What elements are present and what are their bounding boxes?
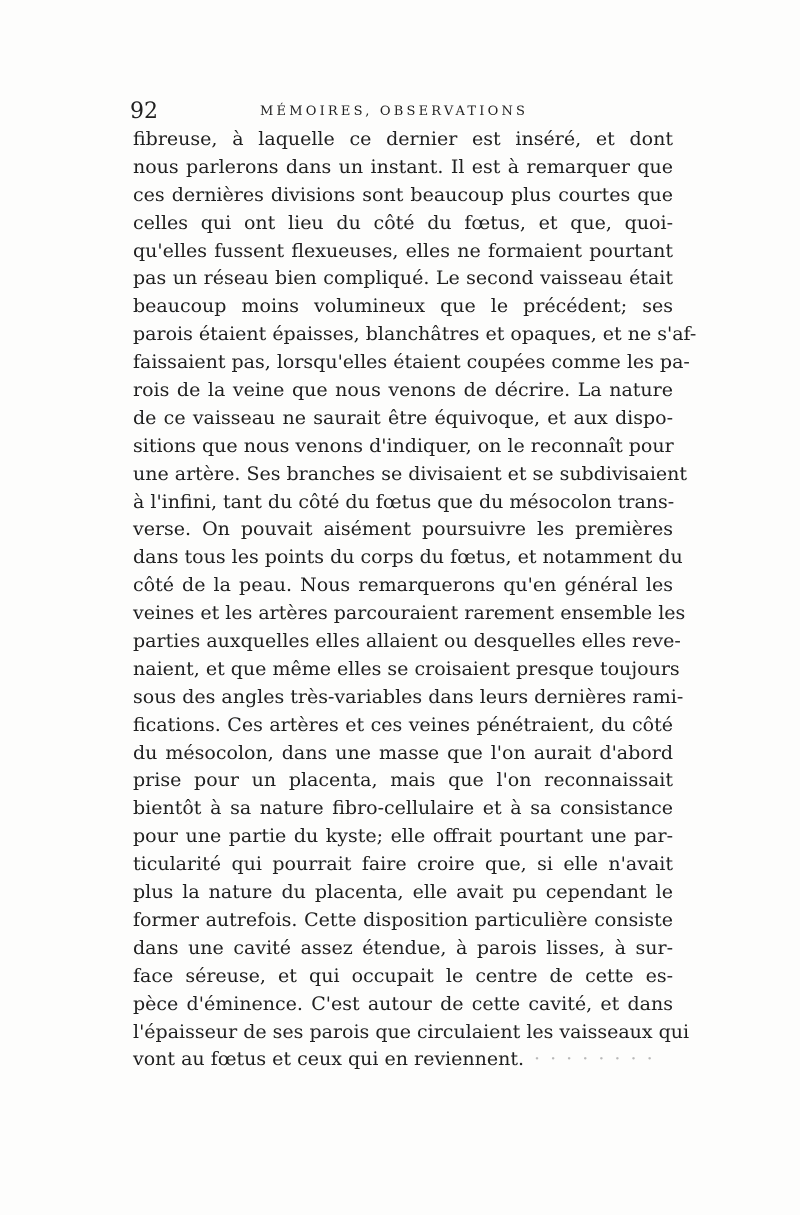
text-line-content: qu'elles fussent flexueuses, elles ne formaient pourtant: [133, 239, 673, 262]
text-line: [133, 265, 673, 293]
text-line-content: dans tous les points du corps du fœtus, et notamment du: [133, 546, 683, 569]
text-line-content: côté de la peau. Nous remarquerons qu'en général les: [133, 574, 673, 597]
text-line: [133, 907, 673, 935]
text-line-content: rois de la veine que nous venons de décrire. La nature: [133, 379, 673, 402]
text-line-content: celles qui ont lieu du côté du fœtus, et que, quoi-: [133, 211, 673, 234]
text-line-content: former autrefois. Cette disposition particulière consiste: [133, 908, 673, 931]
text-line: [133, 795, 673, 823]
page-header: [130, 98, 678, 128]
text-line: [133, 823, 673, 851]
page-number: 92: [130, 99, 158, 124]
text-line: [133, 238, 673, 266]
text-line: [133, 154, 673, 182]
text-line-content: l'épaisseur de ses parois que circulaient les vaisseaux qui: [133, 1020, 690, 1043]
text-line-content: bientôt à sa nature fibro-cellulaire et à sa consistance: [133, 797, 673, 820]
text-line-content: nous parlerons dans un instant. Il est à remarquer que: [133, 155, 673, 178]
text-line: [133, 684, 684, 712]
text-line: [133, 489, 673, 517]
text-line: [133, 461, 688, 489]
text-line-content: faissaient pas, lorsqu'elles étaient coupées comme les pa-: [133, 351, 690, 374]
text-line-content: parties auxquelles elles allaient ou desquelles elles reve-: [133, 630, 681, 653]
text-line: [133, 321, 697, 349]
text-line: [133, 767, 673, 795]
text-line: [133, 628, 681, 656]
text-line-content: beaucoup moins volumineux que le précédent; ses: [133, 295, 673, 318]
text-line-content: prise pour un placenta, mais que l'on reconnaissait: [133, 769, 673, 792]
text-line-content: veines et les artères parcouraient rarement ensemble les: [133, 602, 686, 625]
text-line: [133, 544, 683, 572]
text-line-content: à l'infini, tant du côté du fœtus que du mésocolon trans-: [133, 490, 675, 513]
text-line: [133, 182, 673, 210]
text-line-content: verse. On pouvait aisément poursuivre les premières: [133, 518, 673, 541]
text-line: [133, 656, 680, 684]
text-line-content: parois étaient épaisses, blanchâtres et opaques, et ne s'af-: [133, 323, 697, 346]
body-text: [133, 126, 697, 1074]
text-line: [133, 377, 673, 405]
running-head: MÉMOIRES, OBSERVATIONS: [260, 104, 529, 119]
text-line-content: pèce d'éminence. C'est autour de cette cavité, et dans: [133, 992, 673, 1015]
text-line: [133, 963, 673, 991]
text-line: [133, 712, 673, 740]
text-line: [133, 740, 673, 768]
text-line: [133, 600, 686, 628]
text-line: [133, 210, 673, 238]
text-line: [133, 405, 673, 433]
text-line: [133, 1046, 673, 1074]
text-line: [133, 516, 673, 544]
text-line: [133, 433, 673, 461]
text-line-content: pas un réseau bien compliqué. Le second vaisseau était: [133, 267, 673, 290]
text-line: [133, 349, 690, 377]
text-line: [133, 851, 673, 879]
text-line: [133, 293, 673, 321]
text-line-content: du mésocolon, dans une masse que l'on aurait d'abord: [133, 741, 673, 764]
text-line-content: de ce vaisseau ne saurait être équivoque, et aux dispo-: [133, 406, 673, 429]
faded-trailing-marks: · · · · · · · ·: [534, 1048, 655, 1071]
text-line: [133, 879, 673, 907]
text-line-content: ces dernières divisions sont beaucoup plus courtes que: [133, 183, 673, 206]
text-line-content: vont au fœtus et ceux qui en reviennent.: [133, 1048, 525, 1071]
text-line-content: pour une partie du kyste; elle offrait pourtant une par-: [133, 825, 673, 848]
text-line-content: naient, et que même elles se croisaient presque toujours: [133, 657, 680, 680]
text-line-content: face séreuse, et qui occupait le centre de cette es-: [133, 964, 673, 987]
text-line-content: sitions que nous venons d'indiquer, on le reconnaît pour: [133, 434, 674, 457]
text-line-content: ticularité qui pourrait faire croire que, si elle n'avait: [133, 853, 673, 876]
text-line-content: dans une cavité assez étendue, à parois lisses, à sur-: [133, 936, 673, 959]
text-line: [133, 1019, 690, 1047]
text-line-content: sous des angles très-variables dans leurs dernières rami-: [133, 685, 684, 708]
text-line-content: une artère. Ses branches se divisaient et se subdivisaient: [133, 462, 688, 485]
text-line-content: fications. Ces artères et ces veines pénétraient, du côté: [133, 713, 673, 736]
text-line: [133, 935, 673, 963]
text-line: [133, 572, 673, 600]
text-line-content: fibreuse, à laquelle ce dernier est inséré, et dont: [133, 128, 673, 150]
text-line: [133, 991, 673, 1019]
text-line-content: plus la nature du placenta, elle avait pu cependant le: [133, 881, 673, 904]
text-line: [133, 126, 673, 154]
